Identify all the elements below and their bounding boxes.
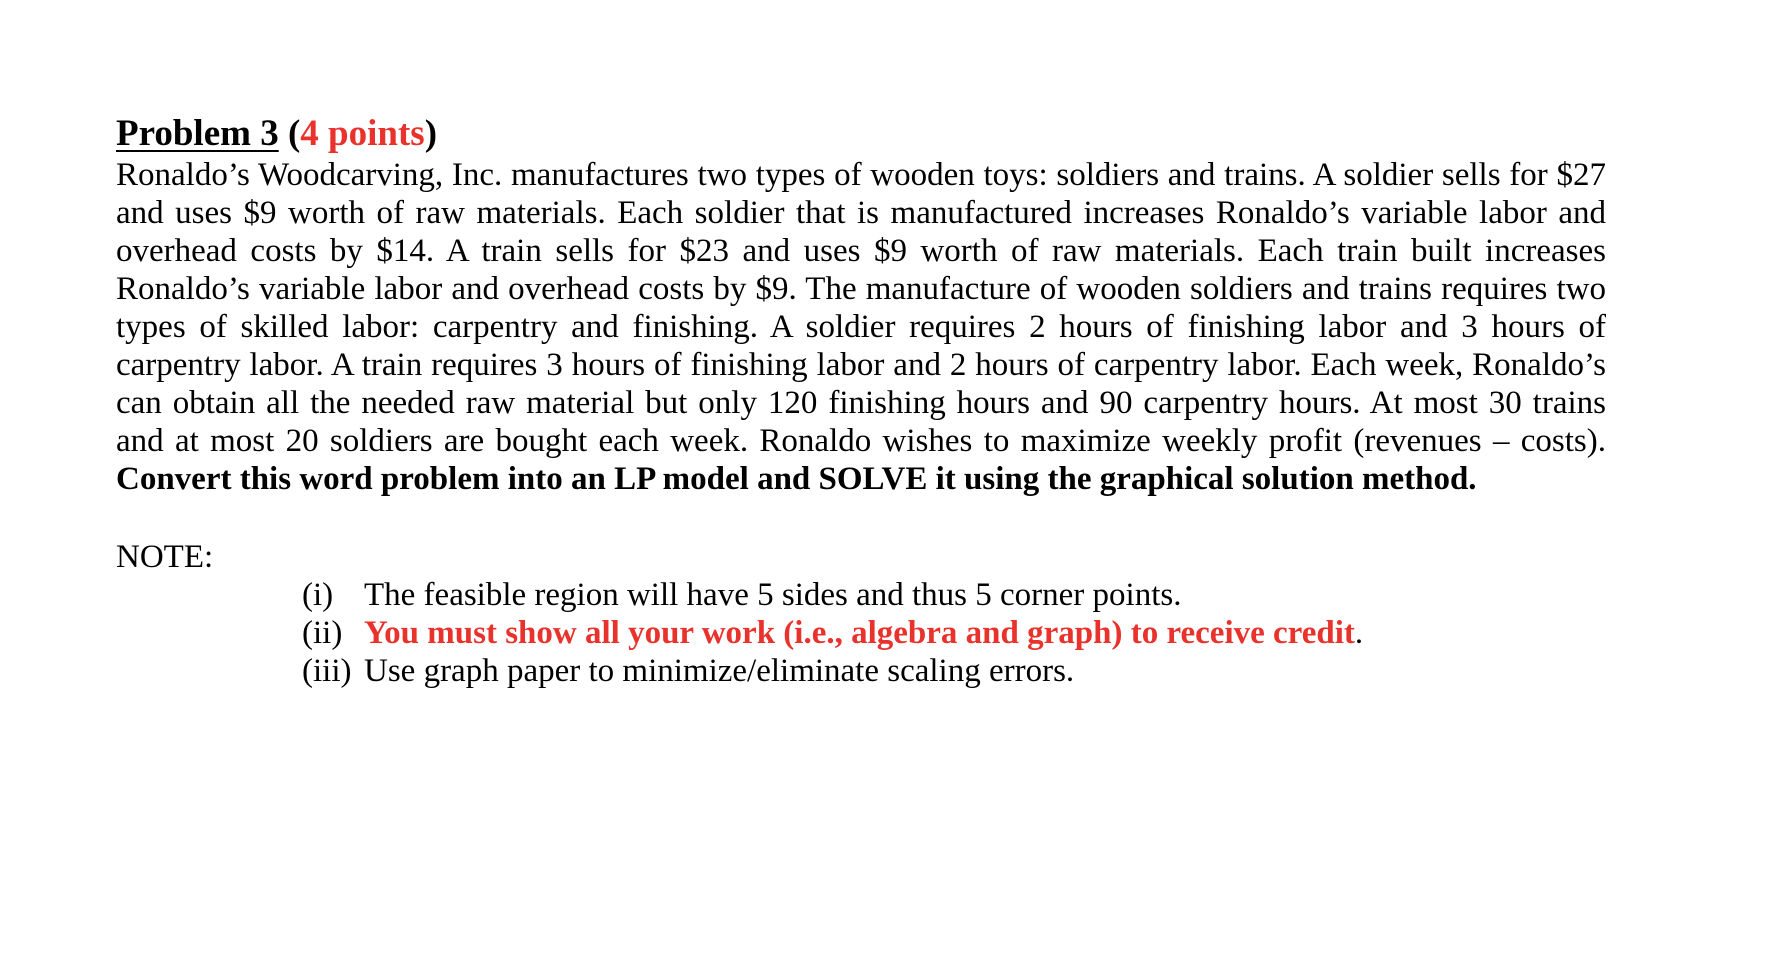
note-marker: (i) — [302, 577, 334, 613]
note-item-2 — [302, 614, 1606, 652]
heading-open-paren: ( — [278, 113, 301, 154]
problem-document — [116, 112, 1606, 690]
note-list — [116, 576, 1606, 690]
note-text-emphasis: You must show all your work (i.e., algebra and graph) to receive credit — [364, 615, 1355, 651]
note-text: Use graph paper to minimize/eliminate scaling errors. — [364, 653, 1075, 689]
note-item-1 — [302, 576, 1606, 614]
note-text: The feasible region will have 5 sides and thus 5 corner points. — [364, 577, 1182, 613]
points-value: 4 points — [300, 113, 425, 154]
problem-statement — [116, 156, 1606, 498]
note-label: NOTE — [116, 539, 204, 575]
heading-close-paren: ) — [424, 113, 438, 154]
note-marker: (iii) — [302, 653, 352, 689]
note-text-suffix: . — [1354, 615, 1364, 651]
note-item-3 — [302, 652, 1606, 690]
note-heading — [116, 538, 1606, 576]
problem-heading — [116, 112, 1606, 156]
problem-label: Problem 3 — [116, 113, 279, 154]
note-colon: : — [203, 539, 214, 575]
problem-paragraph: Ronaldo’s Woodcarving, Inc. manufactures two types of wooden toys: soldiers and trains. A soldier sells for $27 and uses $9 worth of raw materials. Each soldier that is manufactured increases Ronaldo’s variable labor and overhead costs by $14. A train sells for $23 and uses $9 worth of raw materials. Each train built increases Ronaldo’s variable labor and overhead costs by $9. The manufacture of wooden soldiers and trains requires two types of skilled labor: carpentry and finishing. A soldier requires 2 hours of finishing labor and 3 hours of carpentry labor. A train requires 3 hours of finishing labor and 2 hours of carpentry labor. Each week, Ronaldo’s can obtain all the needed raw material but only 120 finishing hours and 90 carpentry hours. At most 30 trains and at most 20 soldiers are bought each week. Ronaldo wishes to maximize weekly profit (revenues – costs). — [116, 157, 1606, 459]
note-marker: (ii) — [302, 615, 343, 651]
problem-instruction: Convert this word problem into an LP model and SOLVE it using the graphical solution method. — [116, 461, 1477, 497]
